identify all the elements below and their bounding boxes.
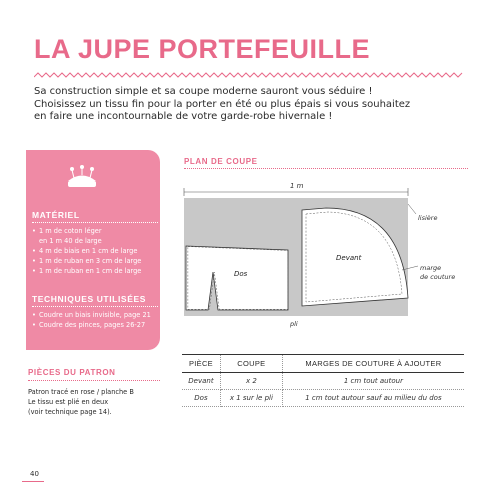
pieces-line: (voir technique page 14). [28, 408, 112, 416]
materiel-heading: MATÉRIEL [32, 210, 80, 220]
pieces-rule [28, 380, 160, 381]
plan-rule [184, 168, 468, 169]
dimension-label: 1 m [290, 182, 304, 190]
materiel-item: • 1 m de coton léger [32, 227, 102, 235]
pli-label: pli [290, 320, 298, 328]
technique-item: • Coudre un biais invisible, page 21 [32, 311, 151, 319]
plan-heading: PLAN DE COUPE [184, 157, 258, 166]
materiel-list [32, 226, 141, 276]
dos-piece [186, 246, 288, 310]
intro-text [34, 86, 464, 124]
table-cell: 1 cm tout autour sauf au milieu du dos [282, 390, 464, 407]
lisiere-label: lisière [418, 214, 438, 222]
page-number-rule [22, 481, 44, 482]
pieces-table [182, 354, 464, 407]
materiel-rule [32, 222, 158, 223]
materials-sidebar [26, 150, 160, 350]
pieces-heading: PIÈCES DU PATRON [28, 368, 116, 377]
pieces-line: Le tissu est plié en deux [28, 398, 109, 406]
intro-line: Choisissez un tissu fin pour la porter en été ou plus épais si vous souhaitez [34, 98, 411, 110]
materiel-item: • 4 m de biais en 1 cm de large [32, 247, 138, 255]
pieces-du-patron [28, 368, 160, 417]
dos-label: Dos [234, 270, 248, 278]
header-coupe: COUPE [220, 355, 282, 373]
techniques-list [32, 310, 151, 330]
header-marges: MARGES DE COUTURE À AJOUTER [282, 355, 464, 373]
intro-line: Sa construction simple et sa coupe moderne sauront vous séduire ! [34, 86, 373, 97]
table-cell: x 1 sur le pli [220, 390, 282, 407]
table-cell: 1 cm tout autour [282, 373, 464, 390]
cutting-layout-diagram [180, 174, 470, 334]
couture-label: de couture [420, 273, 456, 281]
table-cell: Dos [182, 390, 220, 407]
techniques-rule [32, 306, 158, 307]
table-row [182, 373, 464, 390]
zigzag-divider [34, 72, 464, 78]
intro-line: en faire une incontournable de votre garde-robe hivernale ! [34, 111, 333, 122]
materiel-item: en 1 m 40 de large [39, 237, 102, 245]
marge-label: marge [420, 264, 442, 272]
pieces-text [28, 387, 160, 417]
table-cell: x 2 [220, 373, 282, 390]
page-number: 40 [30, 470, 39, 478]
table-header-row [182, 355, 464, 373]
table-cell: Devant [182, 373, 220, 390]
materiel-item: • 1 m de ruban en 1 cm de large [32, 267, 142, 275]
pieces-line: Patron tracé en rose / planche B [28, 388, 134, 396]
techniques-heading: TECHNIQUES UTILISÉES [32, 294, 147, 304]
pincushion-icon [62, 164, 102, 194]
page-title: LA JUPE PORTEFEUILLE [34, 34, 371, 64]
devant-label: Devant [336, 254, 362, 262]
header-piece: PIÈCE [182, 355, 220, 373]
table-row [182, 390, 464, 407]
materiel-item: • 1 m de ruban en 3 cm de large [32, 257, 142, 265]
technique-item: • Coudre des pinces, pages 26-27 [32, 321, 146, 329]
